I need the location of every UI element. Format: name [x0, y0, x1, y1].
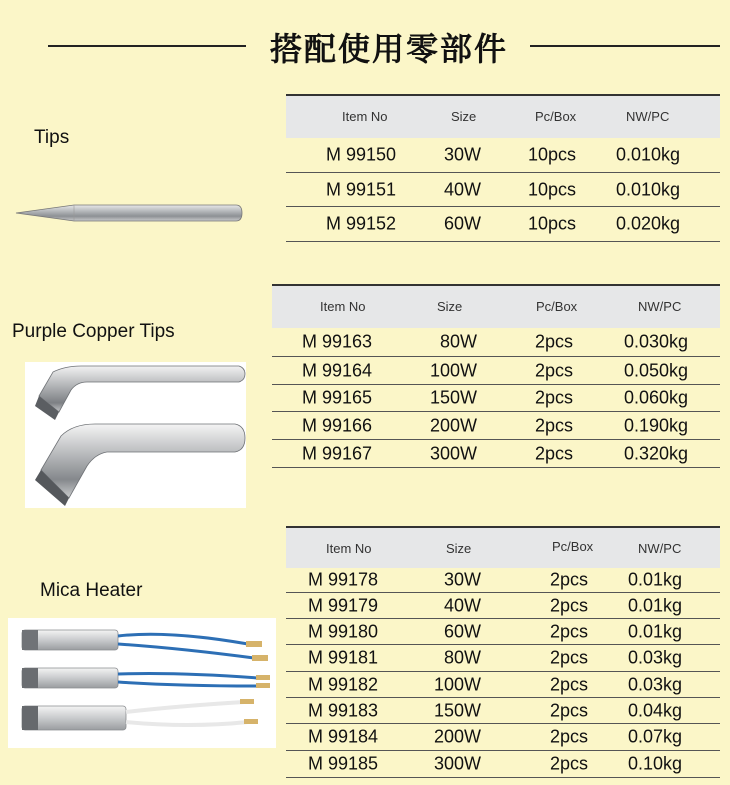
cell-size: 80W — [440, 331, 478, 352]
cell-pc-box: 2pcs — [550, 700, 589, 720]
cell-size: 300W — [430, 443, 478, 463]
cell-item-no: M 99167 — [302, 443, 373, 463]
cell-item-no: M 99166 — [302, 415, 373, 435]
column-header-nw-pc: NW/PC — [638, 541, 682, 556]
cell-pc-box: 2pcs — [550, 753, 589, 774]
cell-pc-box: 10pcs — [528, 213, 577, 234]
cell-nw-pc: 0.01kg — [628, 569, 683, 590]
page-title: 搭配使用零部件 — [269, 30, 508, 68]
table-row — [286, 593, 720, 619]
cell-pc-box: 2pcs — [550, 726, 589, 747]
tip-illustration — [14, 200, 244, 226]
cell-item-no: M 99182 — [308, 674, 379, 694]
cell-size: 150W — [434, 700, 482, 720]
cell-item-no: M 99183 — [308, 700, 379, 720]
column-header-pc-box: Pc/Box — [535, 109, 577, 124]
cell-size: 200W — [430, 415, 478, 435]
table-row — [272, 357, 720, 385]
cell-nw-pc: 0.03kg — [628, 647, 683, 668]
table-row — [272, 440, 720, 468]
table-header — [286, 528, 720, 568]
cell-pc-box: 2pcs — [550, 569, 589, 590]
cell-item-no: M 99180 — [308, 621, 379, 641]
table-row — [286, 619, 720, 645]
copper-tip-illustration — [25, 362, 246, 508]
cell-item-no: M 99150 — [326, 144, 397, 165]
section-label-mica-heater: Mica Heater — [40, 580, 143, 601]
cell-nw-pc: 0.03kg — [628, 674, 683, 694]
cell-pc-box: 2pcs — [550, 674, 589, 694]
table-row — [286, 207, 720, 242]
cell-item-no: M 99164 — [302, 360, 373, 380]
column-header-nw-pc: NW/PC — [626, 109, 670, 124]
cell-item-no: M 99185 — [308, 753, 379, 774]
cell-pc-box: 2pcs — [535, 387, 574, 408]
column-header-pc-box: Pc/Box — [552, 539, 594, 554]
cell-size: 150W — [430, 387, 478, 408]
cell-size: 40W — [444, 179, 482, 199]
table-header — [286, 96, 720, 138]
cell-pc-box: 2pcs — [535, 443, 574, 463]
table-row — [286, 173, 720, 207]
cell-nw-pc: 0.07kg — [628, 726, 683, 747]
cell-pc-box: 2pcs — [550, 621, 589, 641]
cell-nw-pc: 0.04kg — [628, 700, 683, 720]
cell-pc-box: 10pcs — [528, 144, 577, 165]
cell-pc-box: 10pcs — [528, 179, 577, 199]
cell-size: 200W — [434, 726, 482, 747]
table-row — [286, 138, 720, 173]
cell-pc-box: 2pcs — [550, 595, 589, 615]
column-header-item-no: Item No — [320, 299, 366, 314]
cell-size: 30W — [444, 144, 482, 165]
table-row — [286, 724, 720, 751]
title-rule-left — [48, 45, 246, 47]
cell-size: 300W — [434, 753, 482, 774]
section-label-tips: Tips — [34, 127, 70, 148]
cell-pc-box: 2pcs — [535, 360, 574, 380]
cell-size: 60W — [444, 213, 482, 234]
cell-size: 100W — [430, 360, 478, 380]
cell-nw-pc: 0.020kg — [616, 213, 681, 234]
cell-item-no: M 99152 — [326, 213, 397, 234]
cell-item-no: M 99181 — [308, 647, 379, 668]
cell-pc-box: 2pcs — [535, 415, 574, 435]
tips-table — [286, 94, 720, 242]
purple-copper-tips-photo — [25, 362, 246, 508]
cell-pc-box: 2pcs — [535, 331, 574, 352]
cell-nw-pc: 0.010kg — [616, 144, 681, 165]
table-row — [286, 672, 720, 698]
table-row — [272, 412, 720, 440]
table-header — [272, 286, 720, 328]
cell-item-no: M 99163 — [302, 331, 373, 352]
cell-nw-pc: 0.060kg — [624, 387, 689, 408]
column-header-pc-box: Pc/Box — [536, 299, 578, 314]
cell-item-no: M 99151 — [326, 179, 397, 199]
column-header-size: Size — [446, 541, 472, 556]
cell-size: 80W — [444, 647, 482, 668]
cell-item-no: M 99178 — [308, 569, 379, 590]
column-header-nw-pc: NW/PC — [638, 299, 682, 314]
table-row — [286, 568, 720, 593]
cell-nw-pc: 0.050kg — [624, 360, 689, 380]
table-row — [286, 645, 720, 672]
section-label-purple-copper-tips: Purple Copper Tips — [12, 321, 175, 342]
table-row — [272, 328, 720, 357]
column-header-size: Size — [451, 109, 477, 124]
cell-nw-pc: 0.190kg — [624, 415, 689, 435]
column-header-item-no: Item No — [342, 109, 388, 124]
cell-size: 60W — [444, 621, 482, 641]
mica-heater-photo — [8, 618, 276, 748]
cell-nw-pc: 0.01kg — [628, 595, 683, 615]
cell-size: 30W — [444, 569, 482, 590]
table-row — [272, 385, 720, 412]
column-header-item-no: Item No — [326, 541, 372, 556]
title-row — [0, 20, 730, 70]
cell-item-no: M 99165 — [302, 387, 373, 408]
column-header-size: Size — [437, 299, 463, 314]
cell-nw-pc: 0.10kg — [628, 753, 683, 774]
cell-nw-pc: 0.320kg — [624, 443, 689, 463]
cell-nw-pc: 0.010kg — [616, 179, 681, 199]
table-row — [286, 751, 720, 778]
mica-heater-illustration — [8, 618, 276, 748]
mica-heater-table — [286, 526, 720, 778]
table-row — [286, 698, 720, 724]
cell-pc-box: 2pcs — [550, 647, 589, 668]
cell-size: 40W — [444, 595, 482, 615]
cell-size: 100W — [434, 674, 482, 694]
title-rule-right — [530, 45, 720, 47]
cell-item-no: M 99179 — [308, 595, 379, 615]
cell-nw-pc: 0.030kg — [624, 331, 689, 352]
purple-copper-tips-table — [272, 284, 720, 468]
cell-nw-pc: 0.01kg — [628, 621, 683, 641]
cell-item-no: M 99184 — [308, 726, 379, 747]
